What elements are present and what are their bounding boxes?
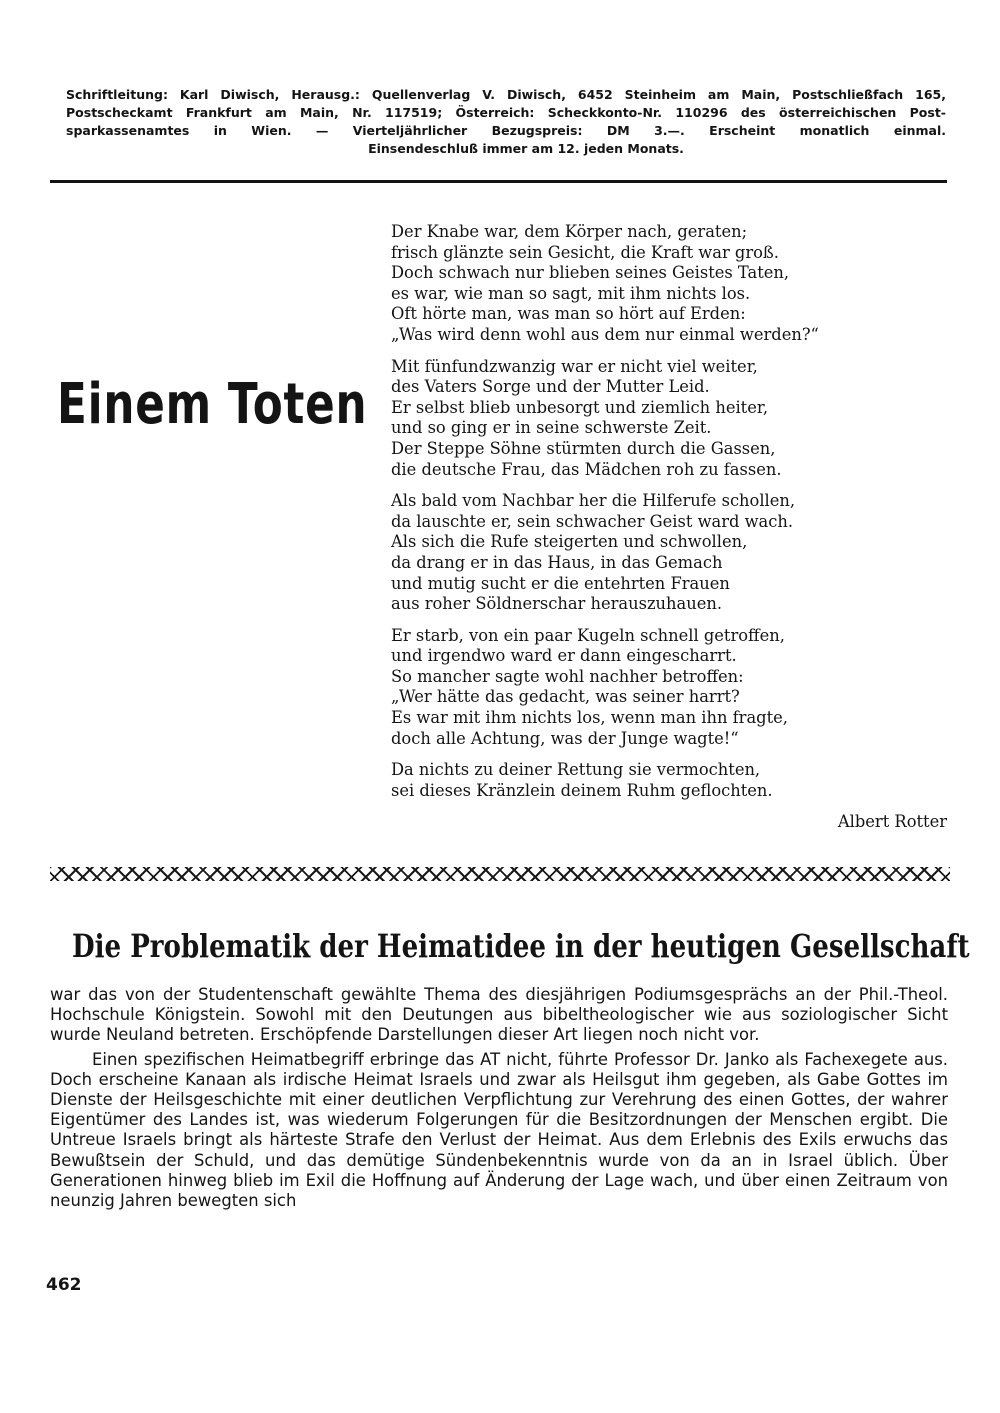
imprint-line: Schriftleitung: Karl Diwisch, Herausg.: Quellenverlag V. Diwisch, 6452 Steinheim am Main, Postschließfach 165, [66, 87, 946, 102]
verse: da drang er in das Haus, in das Gemach [391, 552, 723, 572]
imprint-line: Postscheckamt Frankfurt am Main, Nr. 117519; Österreich: Scheckkonto-Nr. 110296 des österreichischen Post- [66, 105, 946, 120]
verse: es war, wie man so sagt, mit ihm nichts los. [391, 283, 751, 303]
verse: Er selbst blieb unbesorgt und ziemlich heiter, [391, 397, 769, 417]
verse: Es war mit ihm nichts los, wenn man ihn fragte, [391, 708, 788, 728]
verse: des Vaters Sorge und der Mutter Leid. [391, 377, 710, 397]
imprint-block [66, 86, 946, 158]
verse: die deutsche Frau, das Mädchen roh zu fassen. [391, 459, 782, 479]
verse: Mit fünfundzwanzig war er nicht viel weiter, [391, 356, 758, 376]
stanza [391, 357, 947, 481]
verse: Er starb, von ein paar Kugeln schnell getroffen, [391, 625, 785, 645]
poem-title: Einem Toten [57, 372, 368, 437]
verse: „Was wird denn wohl aus dem nur einmal werden?“ [391, 324, 819, 344]
verse: Da nichts zu deiner Rettung sie vermochten, [391, 760, 761, 780]
verse: Oft hörte man, was man so hört auf Erden: [391, 304, 746, 324]
page-number: 462 [46, 1275, 82, 1295]
verse: frisch glänzte sein Gesicht, die Kraft war groß. [391, 242, 779, 262]
verse: Als bald vom Nachbar her die Hilferufe schollen, [391, 491, 796, 511]
verse: Der Steppe Söhne stürmten durch die Gassen, [391, 438, 776, 458]
article-paragraph: Einen spezifischen Heimatbegriff erbringe das AT nicht, führte Professor Dr. Janko als Fachexegete aus. Doch erscheine Kanaan als irdische Heimat Israels und zwar als Heilsgut ihm gegeben, als Gabe Gottes im Dienste der Heilsgeschichte mit einer deutlichen Verpflichtung zur Verehrung des einen Gottes, der wahrer Eigentümer des Landes ist, was wiederum Folgerungen für die Besitzordnungen der Menschen ergibt. Die Untreue Israels bringt als härteste Strafe den Verlust der Heimat. Aus dem Erlebnis des Exils erwuchs das Bewußtsein der Schuld, und das demütige Sündenbekenntnis wurde von da an in Israel üblich. Über Generationen hinweg blieb im Exil die Hoffnung auf Änderung der Lage wach, und über einen Zeitraum von neunzig Jahren bewegten sich [50, 1049, 948, 1211]
verse: sei dieses Kränzlein deinem Ruhm geflochten. [391, 780, 773, 800]
imprint-line: Einsendeschluß immer am 12. jeden Monats. [368, 141, 684, 156]
article-paragraph: war das von der Studentenschaft gewählte Thema des diesjährigen Podiumsgesprächs an der Phil.-Theol. Hochschule Königstein. Sowohl mit den Deutungen aus bibeltheologischer wie aus soziologischer Sicht wurde Neuland betreten. Erschöpfende Darstellungen dieser Art liegen noch nicht vor. [50, 985, 948, 1045]
article-title: Die Problematik der Heimatidee in der heutigen Gesellschaft [72, 927, 970, 965]
header-divider [50, 180, 947, 183]
verse: Als sich die Rufe steigerten und schwollen, [391, 532, 748, 552]
imprint-line: sparkassenamtes in Wien. — Vierteljährlicher Bezugspreis: DM 3.—. Erscheint monatlich einmal. [66, 123, 946, 138]
poem [391, 222, 947, 833]
verse: und irgendwo ward er dann eingescharrt. [391, 646, 737, 666]
verse: und so ging er in seine schwerste Zeit. [391, 418, 712, 438]
stanza [391, 491, 947, 615]
stanza [391, 222, 947, 346]
verse: So mancher sagte wohl nachher betroffen: [391, 666, 744, 686]
verse: „Wer hätte das gedacht, was seiner harrt? [391, 687, 740, 707]
stanza [391, 760, 947, 801]
poem-author: Albert Rotter [837, 812, 947, 832]
verse: Doch schwach nur blieben seines Geistes Taten, [391, 263, 790, 283]
verse: aus roher Söldnerschar herauszuhauen. [391, 594, 722, 614]
verse: und mutig sucht er die entehrten Frauen [391, 573, 730, 593]
verse: Der Knabe war, dem Körper nach, geraten; [391, 222, 748, 241]
ornamental-divider [50, 867, 950, 881]
verse: da lauschte er, sein schwacher Geist ward wach. [391, 511, 794, 531]
stanza [391, 626, 947, 750]
article-body [50, 985, 948, 1211]
verse: doch alle Achtung, was der Junge wagte!“ [391, 728, 739, 748]
